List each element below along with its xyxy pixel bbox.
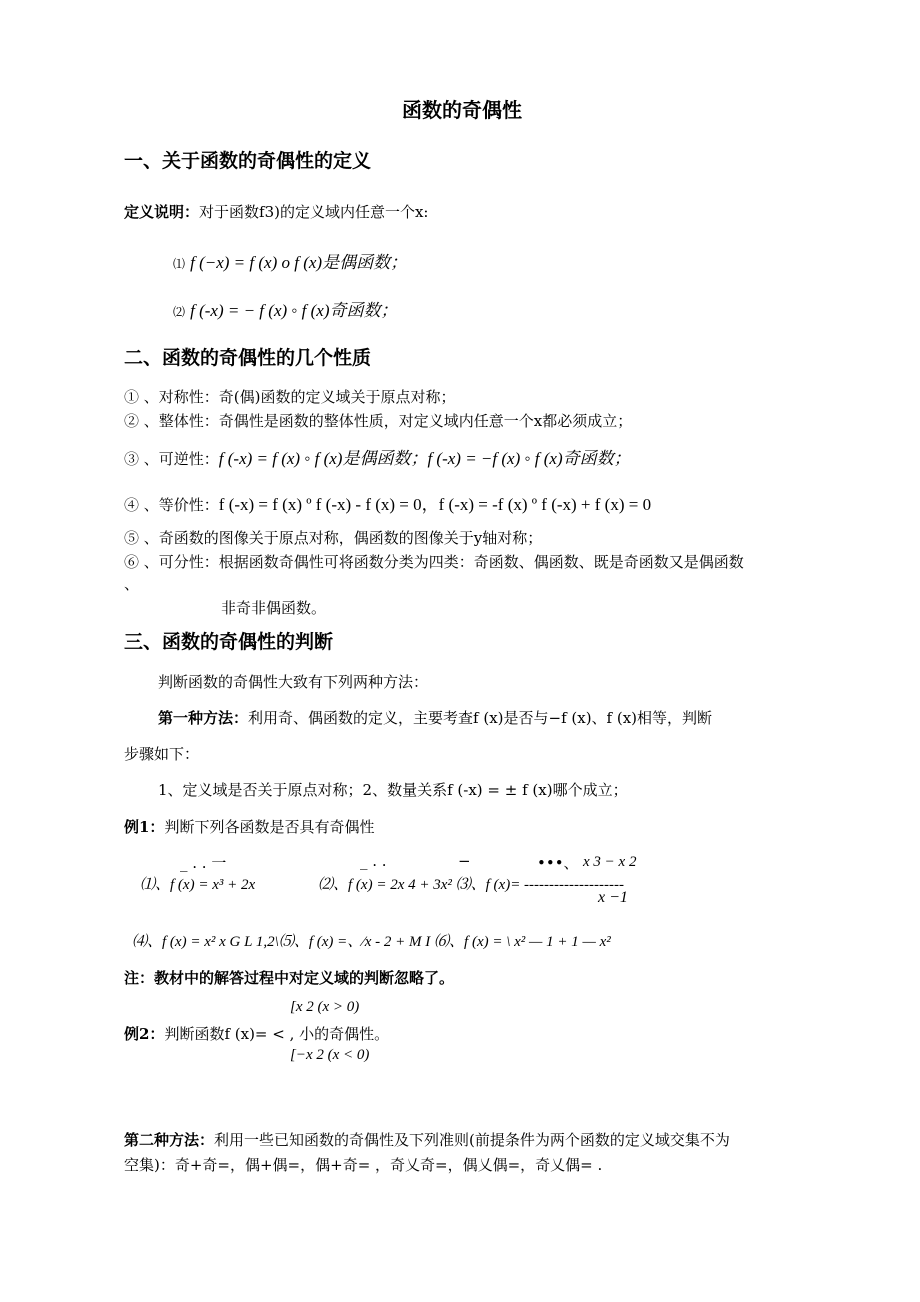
method-intro: 判断函数的奇偶性大致有下列两种方法： bbox=[158, 673, 429, 691]
function-formula: ⑴、f (x) = x³ + 2x bbox=[140, 877, 256, 893]
section-3-heading: 三、函数的奇偶性的判断 bbox=[124, 631, 334, 653]
example-1 bbox=[124, 816, 374, 837]
definition-item-2 bbox=[173, 296, 398, 321]
function-formula: ⑷、f (x) = x² x G L 1,2\⑸、f (x) =、⁄x - 2 + M I ⑹、f (x) = \ x² — 1 + 1 — x² bbox=[132, 934, 611, 950]
fraction-numerator: x 3 − x 2 bbox=[583, 854, 637, 870]
method-2-label: 第二种方法： bbox=[124, 1131, 215, 1149]
piecewise-bottom: [−x 2 (x < 0) bbox=[290, 1047, 370, 1063]
reversibility-formula: f (-x) = f (x) ◦ f (x)是偶函数；f (-x) = −f (x) ◦ f (x)奇函数； bbox=[218, 449, 631, 468]
piecewise-top: [x 2 (x > 0) bbox=[290, 999, 360, 1015]
formula-marks-2: _ . . bbox=[360, 852, 387, 870]
property-divisibility-tail: 、 bbox=[124, 575, 140, 593]
even-definition-formula: f (−x) = f (x) o f (x)是偶函数； bbox=[190, 253, 408, 272]
example-2-text: 判断函数f (x)= < , 小的奇偶性。 bbox=[164, 1025, 390, 1043]
equivalence-formula: f (-x) = f (x) º f (-x) - f (x) = 0，f (-x) = -f (x) º f (-x) + f (x) = 0 bbox=[218, 495, 652, 514]
method-2-text: 利用一些已知函数的奇偶性及下列准则(前提条件为两个函数的定义域交集不为 bbox=[214, 1131, 730, 1149]
method-1-text: 利用奇、偶函数的定义，主要考查f (x)是否与−f (x)、f (x)相等，判断 bbox=[248, 709, 713, 727]
fraction-denominator: x −1 bbox=[598, 889, 628, 906]
property-reversibility bbox=[124, 444, 631, 469]
property-symmetry: ① 、对称性：奇(偶)函数的定义域关于原点对称； bbox=[124, 388, 456, 406]
definition-text: 对于函数f3)的定义域内任意一个x: bbox=[199, 203, 429, 221]
method-2 bbox=[124, 1129, 730, 1150]
formula-marks-3: − bbox=[458, 852, 471, 870]
definition-label: 定义说明： bbox=[124, 203, 200, 221]
example-2 bbox=[124, 1023, 389, 1044]
method-1-steps: 1、定义域是否关于原点对称；2、数量关系f (-x) = ± f (x)哪个成立； bbox=[158, 781, 628, 799]
property-graph-symmetry: ⑤ 、奇函数的图像关于原点对称，偶函数的图像关于y轴对称； bbox=[124, 529, 543, 547]
property-divisibility: ⑥ 、可分性：根据函数奇偶性可将函数分类为四类：奇函数、偶函数、既是奇函数又是偶函数 bbox=[124, 553, 744, 571]
definition-item-1 bbox=[173, 248, 407, 273]
item-number: ⑵ bbox=[173, 305, 186, 319]
page-title: 函数的奇偶性 bbox=[402, 98, 522, 122]
property-integrity: ② 、整体性：奇偶性是函数的整体性质，对定义域内任意一个x都必须成立； bbox=[124, 412, 633, 430]
property-label: ③ 、可逆性： bbox=[124, 450, 219, 468]
formula-marks-4: •••、 bbox=[537, 854, 579, 872]
item-number: ⑴ bbox=[173, 257, 186, 271]
property-label: ④ 、等价性： bbox=[124, 496, 219, 514]
example-1-function-1 bbox=[140, 873, 255, 894]
example-2-label: 例2： bbox=[124, 1025, 165, 1043]
odd-definition-formula: f (-x) = − f (x) ◦ f (x)奇函数； bbox=[190, 301, 398, 320]
example-1-function-2-3 bbox=[318, 873, 624, 894]
example-1-functions-row-2 bbox=[132, 930, 611, 951]
method-1-continued: 步骤如下： bbox=[124, 745, 200, 763]
function-formula: ⑵、f (x) = 2x 4 + 3x² ⑶、f (x)= -------------------- bbox=[318, 877, 624, 893]
note: 注：教材中的解答过程中对定义域的判断忽略了。 bbox=[124, 969, 455, 987]
method-1-label: 第一种方法： bbox=[158, 709, 249, 727]
property-divisibility-continued: 非奇非偶函数。 bbox=[221, 599, 327, 617]
section-2-heading: 二、函数的奇偶性的几个性质 bbox=[124, 347, 372, 369]
section-1-heading: 一、关于函数的奇偶性的定义 bbox=[124, 150, 372, 172]
formula-marks-1: _ . . 一 bbox=[180, 854, 227, 872]
method-1 bbox=[158, 707, 712, 728]
property-equivalence bbox=[124, 490, 651, 515]
method-2-continued: 空集)：奇+奇=，偶+偶=，偶+奇= ，奇乂奇=，偶乂偶=，奇乂偶= . bbox=[124, 1156, 603, 1174]
example-1-text: 判断下列各函数是否具有奇偶性 bbox=[164, 818, 375, 836]
definition-line bbox=[124, 201, 428, 222]
example-1-label: 例1： bbox=[124, 818, 165, 836]
